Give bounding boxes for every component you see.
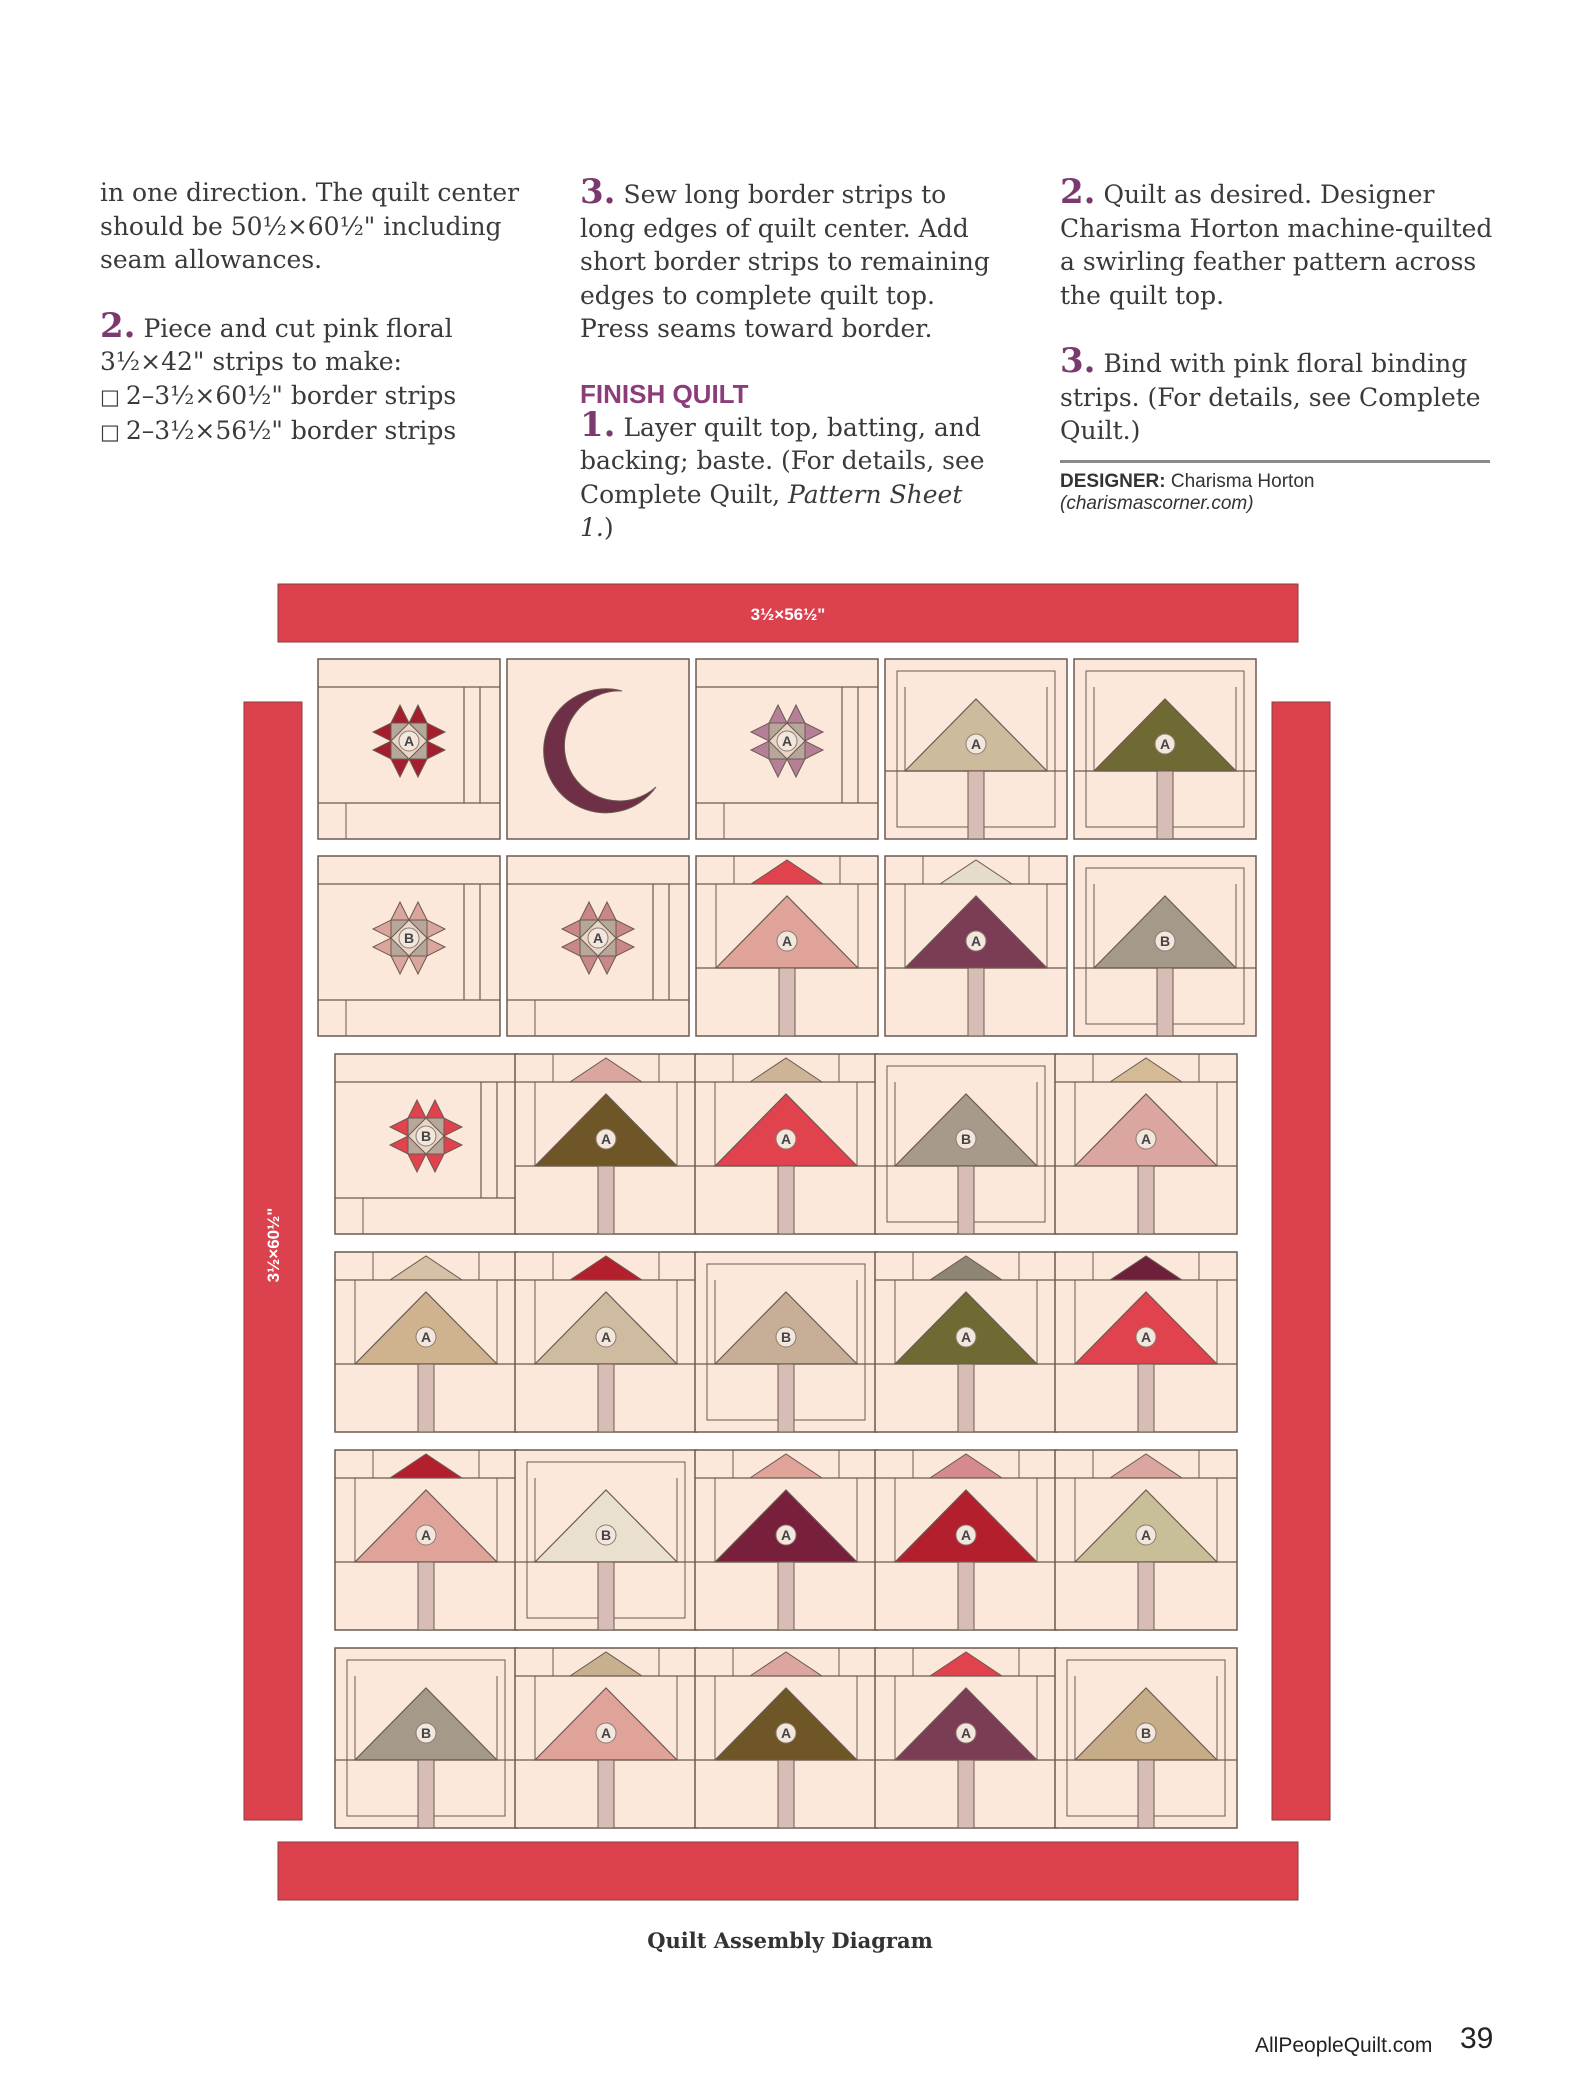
tree-block <box>875 1648 1057 1828</box>
tree-block <box>515 1252 697 1432</box>
block-label: B <box>420 1725 432 1741</box>
quilt-row <box>335 1252 1237 1432</box>
step-text-italic: Pattern Sheet 1. <box>580 479 963 542</box>
block-label: A <box>600 1329 612 1345</box>
step-number: 3. <box>580 172 616 212</box>
quilt-row <box>335 1648 1237 1828</box>
tree-block <box>335 1648 517 1828</box>
block-label: A <box>970 933 982 949</box>
star-block <box>318 856 500 1036</box>
bottom-border-strip <box>278 1842 1298 1900</box>
designer-name: Charisma Horton <box>1170 470 1315 492</box>
step-text: Sew long border strips to long edges of quilt center. Add short border strips to remaining edges to complete quilt top. Press seams toward border. <box>580 180 990 343</box>
block-label: A <box>592 930 604 946</box>
step-number: 3. <box>1060 341 1096 381</box>
step-text: Layer quilt top, batting, and backing; baste. (For details, see Complete Quilt, <box>580 412 985 509</box>
right-border-strip <box>1272 702 1330 1820</box>
designer-site: (charismascorner.com) <box>1060 492 1254 514</box>
block-label: B <box>1159 933 1171 949</box>
block-label: A <box>781 933 793 949</box>
tree-block <box>515 1054 697 1234</box>
block-label: B <box>600 1527 612 1543</box>
step-text: Bind with pink floral binding strips. (For details, see Complete Quilt.) <box>1060 349 1481 445</box>
designer-label: DESIGNER: <box>1060 470 1166 492</box>
tree-block <box>335 1252 517 1432</box>
block-label: A <box>960 1329 972 1345</box>
block-label: B <box>1140 1725 1152 1741</box>
paragraph-continued: in one direction. The quilt center should be 50½×60½" including seam allowances. <box>100 178 520 274</box>
tree-block <box>696 856 878 1036</box>
block-label: A <box>1140 1527 1152 1543</box>
page-number: 39 <box>1460 2022 1494 2055</box>
tree-block <box>1055 1648 1237 1828</box>
checklist-item-text: 2–3½×56½" border strips <box>125 416 457 445</box>
star-block <box>318 659 500 839</box>
block-label: A <box>970 736 982 752</box>
block-label: A <box>1140 1329 1152 1345</box>
side-border-label: 3½×60½" <box>264 1207 283 1283</box>
tree-block <box>695 1450 877 1630</box>
top-border-label: 3½×56½" <box>750 605 826 624</box>
checkbox-icon: □ <box>100 384 120 409</box>
tree-block <box>1055 1450 1237 1630</box>
step-text: Quilt as desired. Designer Charisma Horton machine-quilted a swirling feather pattern across the quilt top. <box>1060 180 1493 310</box>
block-label: A <box>781 733 793 749</box>
tree-block <box>515 1648 697 1828</box>
tree-block <box>1074 659 1256 839</box>
tree-block <box>515 1450 697 1630</box>
block-label: A <box>780 1527 792 1543</box>
tree-block <box>335 1450 517 1630</box>
block-label: A <box>960 1725 972 1741</box>
block-label: B <box>403 930 415 946</box>
block-label: A <box>420 1329 432 1345</box>
block-label: A <box>1159 736 1171 752</box>
step-text: Piece and cut pink floral 3½×42" strips to make: <box>100 313 453 376</box>
step-number: 2. <box>100 305 136 346</box>
step-number: 2. <box>1060 172 1096 212</box>
block-label: A <box>960 1527 972 1543</box>
quilt-row <box>335 1450 1237 1630</box>
block-label: A <box>403 733 415 749</box>
tree-block <box>695 1648 877 1828</box>
footer-website: AllPeopleQuilt.com <box>1255 2034 1433 2057</box>
tree-block <box>695 1252 877 1432</box>
block-label: A <box>600 1131 612 1147</box>
star-block <box>507 856 689 1036</box>
block-label: A <box>780 1725 792 1741</box>
checkbox-icon: □ <box>100 420 120 444</box>
tree-block <box>1074 856 1256 1036</box>
step-text-end: ) <box>603 513 614 542</box>
block-label: B <box>780 1329 792 1345</box>
tree-block <box>1055 1054 1237 1234</box>
block-label: A <box>420 1527 432 1543</box>
tree-block <box>885 856 1067 1036</box>
tree-block <box>885 659 1067 839</box>
tree-block <box>875 1252 1057 1432</box>
quilt-center <box>318 659 1256 1828</box>
tree-block <box>695 1054 877 1234</box>
tree-block <box>875 1054 1057 1234</box>
diagram-caption: Quilt Assembly Diagram <box>647 1928 933 1953</box>
block-label: B <box>420 1128 432 1144</box>
quilt-row <box>335 1054 1237 1234</box>
tree-block <box>875 1450 1057 1630</box>
quilt-row <box>318 659 1256 839</box>
star-block <box>335 1054 517 1234</box>
block-label: A <box>1140 1131 1152 1147</box>
quilt-row <box>318 856 1256 1036</box>
moon-block <box>507 659 689 839</box>
checklist-item-text: 2–3½×60½" border strips <box>125 380 457 410</box>
block-label: A <box>600 1725 612 1741</box>
section-heading: FINISH QUILT <box>580 378 749 409</box>
block-label: B <box>960 1131 972 1147</box>
tree-block <box>1055 1252 1237 1432</box>
star-block <box>696 659 878 839</box>
step-number: 1. <box>580 404 616 445</box>
block-label: A <box>780 1131 792 1147</box>
